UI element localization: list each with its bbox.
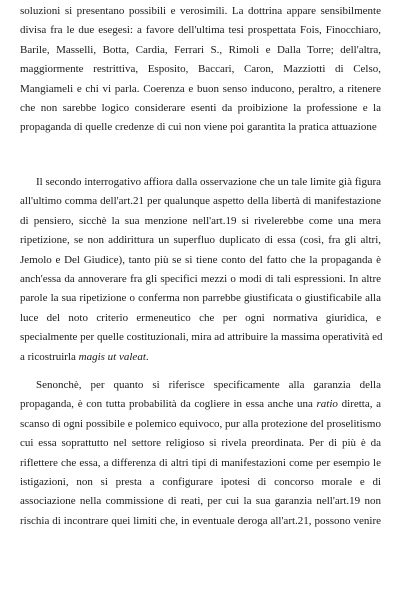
text-line: soluzioni si presentano possibili e verosimili. La dottrina appare sensibilmente	[20, 5, 381, 17]
paragraph-1	[20, 2, 381, 138]
text-line: riflettere che essa, a differenza di altri tipi di manifestazioni come per esempio le	[20, 456, 381, 469]
text-line: divisa fra le due esegesi: a favore dell'ultima tesi prospettata Fois, Finocchiaro,	[20, 24, 381, 37]
text-line	[20, 348, 381, 367]
paragraph-3	[20, 376, 381, 531]
text-line: istigazioni, non si presta a configurare ipotesi di concorso morale e di	[20, 475, 381, 488]
text-line: all'ultimo comma dell'art.21 per qualunque aspetto della libertà di manifestazione	[20, 195, 381, 208]
text-line: luce del noto criterio ermeneutico che per ogni normativa giuridica, e	[20, 311, 381, 324]
text-line: anch'essa da annoverare fra gli specifici mezzi o modi di tali espressioni. In altre	[20, 272, 381, 285]
text-line: propaganda di quelle credenze di cui non viene poi garantita la pratica attuazione	[20, 121, 377, 134]
text-line: Il secondo interrogativo affiora dalla osservazione che un tale limite già figura	[36, 176, 381, 188]
latin-word: ratio	[316, 398, 338, 411]
text-line	[20, 395, 381, 414]
text-line: ripetizione, se non addirittura un superfluo duplicato di essa (così, fra gli altri,	[20, 234, 381, 247]
text-line: Jemolo e Del Giudice), tanto più se si tiene conto del fatto che la propaganda è	[20, 253, 381, 266]
text-line: Barile, Masselli, Botta, Cardia, Ferrari S., Rimoli e Dalla Torre; dell'altra,	[20, 43, 381, 56]
text-line: specialmente per quelle costituzionali, mira ad attribuire la massima operatività ed	[20, 331, 383, 344]
text-segment: .	[145, 350, 149, 363]
text-line: di pensiero, sicchè la sua menzione nell'art.19 si rivelerebbe come una mera	[20, 214, 381, 227]
text-segment: diretta, a	[337, 398, 381, 411]
text-line: parole la sua ripetizione o conferma non parrebbe giustificata o giustificabile alla	[20, 292, 381, 305]
text-line: Senonchè, per quanto si riferisce specificamente alla garanzia della	[36, 379, 381, 391]
text-line: scanso di ogni possibile e polemico equivoco, pur alla protezione del proselitismo	[20, 417, 381, 430]
text-segment: a ricostruirla	[20, 350, 79, 363]
text-line: associazione nella commissione di reati, per cui la sua garanzia nell'art.19 non	[20, 495, 381, 508]
text-line: rischia di incontrare quei limiti che, in eventuale deroga all'art.21, possono venire	[20, 514, 381, 527]
text-line: cui essa soprattutto nel settore religioso si rivela preordinata. Per di più è da	[20, 437, 381, 450]
text-line: che non sarebbe logico considerare esenti da proibizione la professione e la	[20, 101, 381, 114]
paragraph-2	[20, 173, 381, 367]
text-segment: propaganda, è con tutta probabilità da cogliere in essa anche una	[20, 398, 317, 411]
latin-phrase: magis ut valeat	[78, 350, 146, 363]
text-line: Mangiameli e chi vi parla. Coerenza e buon senso inducono, peraltro, a ritenere	[20, 82, 381, 95]
text-line: maggiormente restrittiva, Esposito, Baccari, Caron, Mazziotti di Celso,	[20, 63, 381, 76]
